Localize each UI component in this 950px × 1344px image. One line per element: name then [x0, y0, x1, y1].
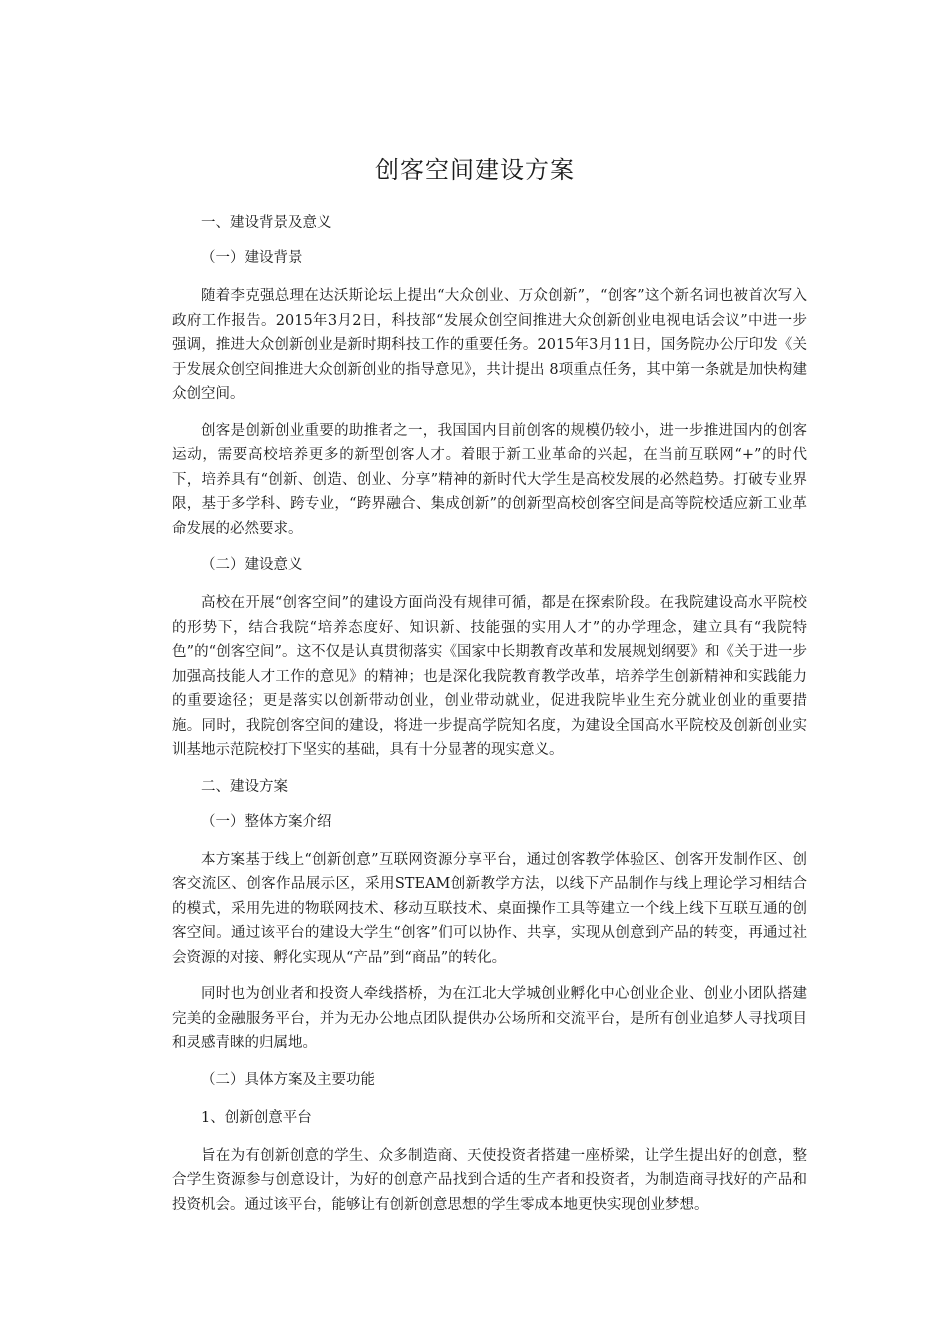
paragraph: 高校在开展“创客空间”的建设方面尚没有规律可循，都是在探索阶段。在我院建设高水平院校的形势下，结合我院“培养态度好、知识新、技能强的实用人才”的办学理念，建立具有“我院特色”的“创客空间”。这不仅是认真贯彻落实《国家中长期教育改革和发展规划纲要》和《关于进一步加强高技能人才工作的意见》的精神；也是深化我院教育教学改革，培养学生创新精神和实践能力的重要途径；更是落实以创新带动创业，创业带动就业，促进我院毕业生充分就业创业的重要措施。同时，我院创客空间的建设，将进一步提高学院知名度，为建设全国高水平院校及创新创业实训基地示范院校打下坚实的基础，具有十分显著的现实意义。 [172, 595, 807, 758]
paragraph: 同时也为创业者和投资人牵线搭桥，为在江北大学城创业孵化中心创业企业、创业小团队搭建完美的金融服务平台，并为无办公地点团队提供办公场所和交流平台，是所有创业追梦人寻找项目和灵感青睐的归属地。 [172, 986, 807, 1051]
paragraph: 创客是创新创业重要的助推者之一，我国国内目前创客的规模仍较小，进一步推进国内的创客运动，需要高校培养更多的新型创客人才。着眼于新工业革命的兴起，在当前互联网“+”的时代下，培养具有“创新、创造、创业、分享”精神的新时代大学生是高校发展的必然趋势。打破专业界限，基于多学科、跨专业，“跨界融合、集成创新”的创新型高校创客空间是高等院校适应新工业革命发展的必然要求。 [172, 422, 807, 537]
section-heading: 一、建设背景及意义 [201, 215, 332, 231]
document-title: 创客空间建设方案 [375, 156, 575, 184]
paragraph: 随着李克强总理在达沃斯论坛上提出“大众创业、万众创新”，“创客”这个新名词也被首次写入政府工作报告。2015年3月2日，科技部“发展众创空间推进大众创新创业电视电话会议”中进一步强调，推进大众创新创业是新时期科技工作的重要任务。2015年3月11日，国务院办公厅印发《关于发展众创空间推进大众创新创业的指导意见》，共计提出 8项重点任务，其中第一条就是加快构建众创空间。 [172, 288, 807, 402]
document-body [172, 211, 807, 1229]
item-heading: 1、创新创意平台 [201, 1109, 312, 1126]
subsection-heading: （二）具体方案及主要功能 [201, 1071, 375, 1088]
subsection-heading: （一）整体方案介绍 [201, 813, 332, 830]
paragraph: 本方案基于线上“创新创意”互联网资源分享平台，通过创客教学体验区、创客开发制作区、创客交流区、创客作品展示区，采用STEAM创新教学方法，以线下产品制作与线上理论学习相结合的模式，采用先进的物联网技术、移动互联技术、桌面操作工具等建立一个线上线下互联互通的创客空间。通过该平台的建设大学生“创客”们可以协作、共享，实现从创意到产品的转变，再通过社会资源的对接、孵化实现从“产品”到“商品”的转化。 [172, 851, 807, 966]
paragraph: 旨在为有创新创意的学生、众多制造商、天使投资者搭建一座桥梁，让学生提出好的创意，整合学生资源参与创意设计，为好的创意产品找到合适的生产者和投资者，为制造商寻找好的产品和投资机会。通过该平台，能够让有创新创意思想的学生零成本地更快实现创业梦想。 [172, 1147, 807, 1213]
section-heading: 二、建设方案 [201, 778, 288, 795]
subsection-heading: （二）建设意义 [201, 557, 303, 573]
subsection-heading: （一）建设背景 [201, 250, 303, 266]
